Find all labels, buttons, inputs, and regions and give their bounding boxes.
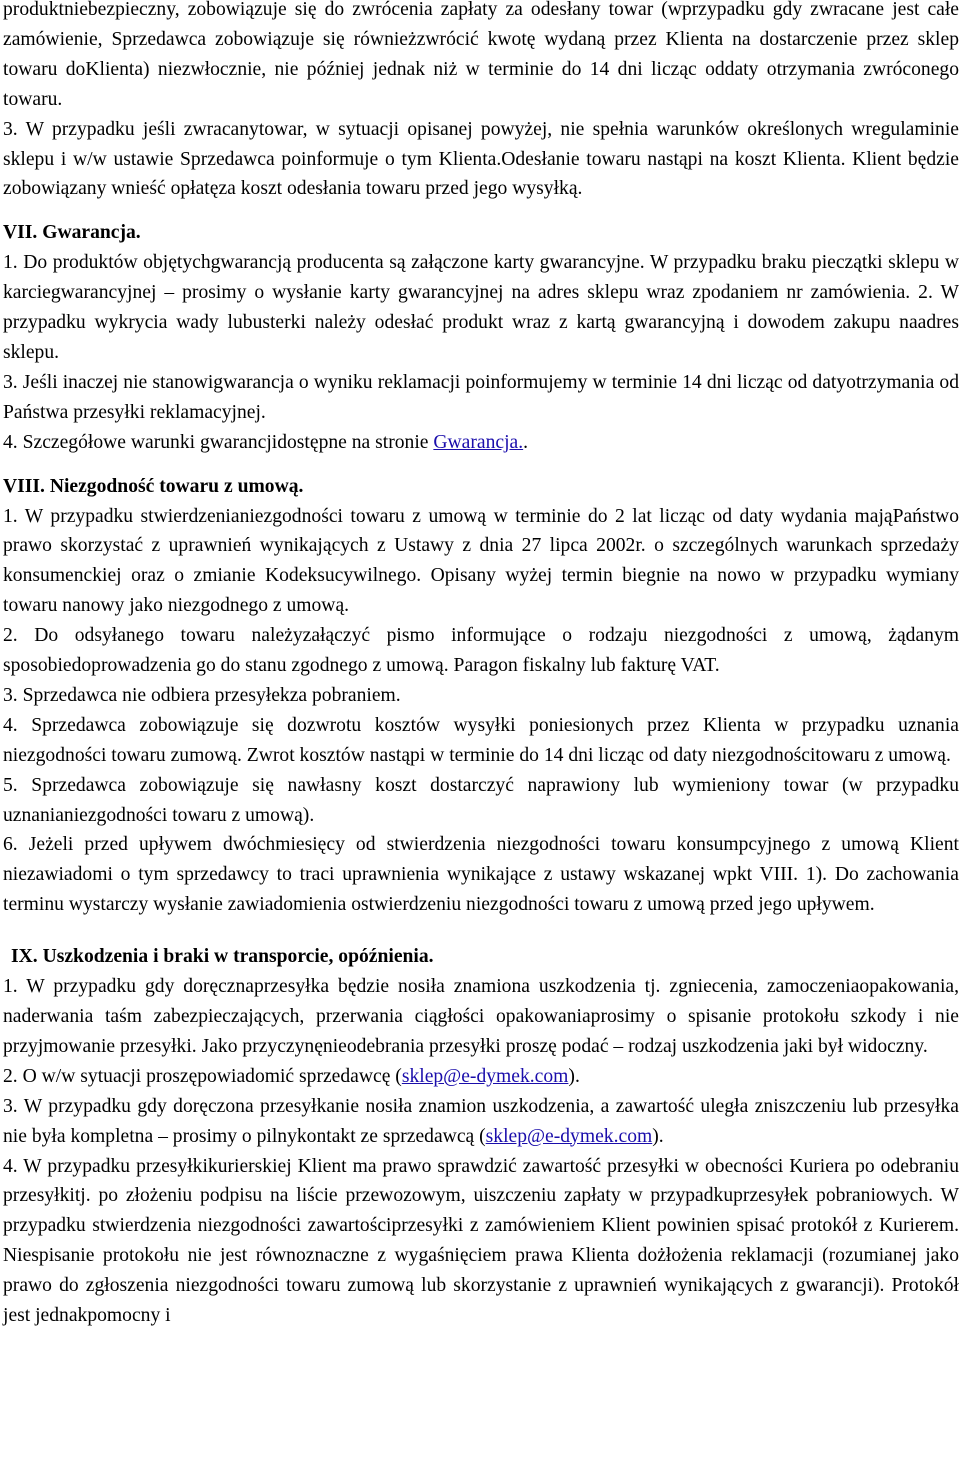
email-link[interactable]: sklep@e-dymek.com — [401, 1065, 569, 1087]
email-link-2[interactable]: sklep@e-dymek.com — [485, 1125, 653, 1147]
transport-2-text: 2. O w/w sytuacji proszępowiadomić sprzedawcę ( — [3, 1065, 402, 1087]
paragraph-warranty-4 — [3, 428, 959, 458]
warranty-4-text: 4. Szczegółowe warunki gwarancjidostępne na stronie — [3, 431, 434, 453]
warranty-link[interactable]: Gwarancja. — [433, 431, 524, 453]
document-page — [3, 0, 959, 1331]
transport-3-suffix: ). — [652, 1125, 664, 1147]
transport-2-suffix: ). — [568, 1065, 580, 1087]
transport-3-text: 3. W przypadku gdy doręczona przesyłkanie nosiła znamion uszkodzenia, a zawartość uległa zniszczeniu lub przesyłka nie była kompletna – prosimy o pilnykontakt ze sprzedawcą ( — [3, 1095, 959, 1147]
paragraph-nonconformity-6: 6. Jeżeli przed upływem dwóchmiesięcy od stwierdzenia niezgodności towaru konsumpcyjnego z umową Klient niezawiadomi o tym sprzedawcy to traci uprawnienia wynikające z ustawy wskazanej wpkt VIII. 1). Do zachowania terminu wystarczy wysłanie zawiadomienia ostwierdzeniu niezgodności towaru z umową przed jego upływem. — [3, 834, 959, 916]
paragraph-warranty-1: 1. Do produktów objętychgwarancją producenta są załączone karty gwarancyjne. W przypadku braku pieczątki sklepu w karciegwarancyjnej – prosimy o wysłanie karty gwarancyjnej na adres sklepu wraz zpodaniem nr zamówienia. 2. W przypadku wykrycia wady lubusterki należy odesłać produkt wraz z kartą gwarancyjną i dowodem zakupu naadres sklepu. — [3, 252, 959, 363]
paragraph-return-3: 3. W przypadku jeśli zwracanytowar, w sytuacji opisanej powyżej, nie spełnia warunków określonych wregulaminie sklepu i w/w ustawie Sprzedawca poinformuje o tym Klienta.Odesłanie towaru nastąpi na koszt Klienta. Klient będzie zobowiązany wnieść opłatęza koszt odesłania towaru przed jego wysyłką. — [3, 118, 959, 200]
paragraph-transport-1: 1. W przypadku gdy doręcznaprzesyłka będzie nosiła znamiona uszkodzenia tj. zgniecenia, zamoczeniaopakowania, naderwania taśm zabezpieczających, przerwania ciągłości opakowaniaprosimy o spisanie protokołu szkody i nie przyjmowanie przesyłki. Jako przyczynęnieodebrania przesyłki proszę podać – rodzaj uszkodzenia jaki był widoczny. — [3, 976, 959, 1057]
paragraph-nonconformity-2: 2. Do odsyłanego towaru należyzałączyć pismo informujące o rodzaju niezgodności z umową, żądanym sposobiedoprowadzenia go do stanu zgodnego z umową. Paragon fiskalny lub fakturę VAT. — [3, 625, 959, 677]
heading-section-vii: VII. Gwarancja. — [3, 222, 141, 244]
paragraph-transport-3 — [3, 1092, 959, 1152]
heading-section-viii: VIII. Niezgodność towaru z umową. — [3, 475, 304, 497]
paragraph-return-refund: produktniebezpieczny, zobowiązuje się do zwrócenia zapłaty za odesłany towar (wprzypadku gdy zwracane jest całe zamówienie, Sprzedawca zobowiązuje się równieżzwrócić kwotę wydaną przez Klienta na dostarczenie przez sklep towaru doKlienta) niezwłocznie, nie później jednak niż w terminie do 14 dni licząc oddaty otrzymania zwróconego towaru. — [3, 0, 959, 110]
paragraph-transport-2 — [3, 1062, 959, 1092]
heading-section-ix: IX. Uszkodzenia i braki w transporcie, opóźnienia. — [11, 946, 434, 968]
paragraph-nonconformity-1: 1. W przypadku stwierdzenianiezgodności towaru z umową w terminie do 2 lat licząc od daty wydania mająPaństwo prawo skorzystać z uprawnień wynikających z Ustawy z dnia 27 lipca 2002r. o szczególnych warunkach sprzedaży konsumenckiej oraz o zmianie Kodeksucywilnego. Opisany wyżej termin biegnie na nowo w przypadku wymiany towaru nanowy jako niezgodnego z umową. — [3, 505, 959, 617]
paragraph-nonconformity-5: 5. Sprzedawca zobowiązuje się nawłasny koszt dostarczyć naprawiony lub wymieniony towar (w przypadku uznanianiezgodności towaru z umową). — [3, 774, 959, 826]
paragraph-nonconformity-4: 4. Sprzedawca zobowiązuje się dozwrotu kosztów wysyłki poniesionych przez Klienta w przypadku uznania niezgodności towaru zumową. Zwrot kosztów nastąpi w terminie do 14 dni licząc od daty niezgodnościtowaru z umową. — [3, 714, 959, 766]
paragraph-nonconformity-3: 3. Sprzedawca nie odbiera przesyłekza pobraniem. — [3, 684, 401, 706]
paragraph-warranty-3: 3. Jeśli inaczej nie stanowigwarancja o wyniku reklamacji poinformujemy w terminie 14 dni licząc od datyotrzymania od Państwa przesyłki reklamacyjnej. — [3, 371, 959, 423]
warranty-4-suffix: . — [523, 431, 529, 453]
paragraph-transport-4: 4. W przypadku przesyłkikurierskiej Klient ma prawo sprawdzić zawartość przesyłki w obecności Kuriera po odebraniu przesyłkitj. po złożeniu podpisu na liście przewozowym, uiszczeniu zapłaty w przypadkuprzesyłek pobraniowych. W przypadku stwierdzenia niezgodności zawartościprzesyłki z zamówieniem Klient powinien spisać protokół z Kurierem. Niespisanie protokołu nie jest równoznaczne z wygaśnięciem prawa Klienta dożłożenia reklamacji (rozumianej jako prawo do zgłoszenia niezgodności towaru zumową lub skorzystanie z uprawnień wynikających z gwarancji). Protokół jest jednakpomocny i — [3, 1155, 959, 1327]
